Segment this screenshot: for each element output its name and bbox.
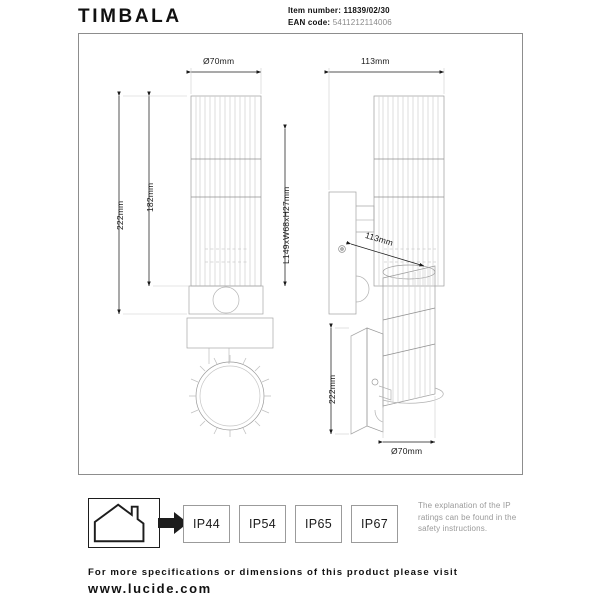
item-number-line [288,5,392,17]
front-view-width-dimension: Ø70mm [203,56,235,66]
item-number-value: 11839/02/30 [343,6,390,15]
ean-code-line [288,17,392,29]
footer-url[interactable]: www.lucide.com [88,581,212,596]
side-view-depth-dimension: 113mm [361,56,390,66]
ean-code-label: EAN code: [288,17,331,27]
technical-drawing-frame [78,33,523,475]
iso-view-height-dimension: 222mm [327,374,337,404]
ip-rating-ip67[interactable]: IP67 [351,505,398,543]
ip-rating-ip44[interactable]: IP44 [183,505,230,543]
ip-explanation-note: The explanation of the IP ratings can be found in the safety instructions. [418,501,517,533]
footer-text: For more specifications or dimensions of this product please visit [88,567,458,578]
front-view-body-height-dimension: 182mm [145,182,155,212]
ean-code-value: 5411212114006 [332,17,392,27]
iso-view-depth-dimension: 113mm [364,230,395,248]
house-icon [88,498,160,548]
technical-drawings-canvas [79,34,522,474]
house-glyph [89,499,159,547]
brand-title: TIMBALA [78,6,182,27]
ip-rating-ip54[interactable]: IP54 [239,505,286,543]
item-number-label: Item number: [288,6,342,15]
iso-view-diameter-dimension: Ø70mm [391,446,423,456]
ip-rating-ip65[interactable]: IP65 [295,505,342,543]
front-view-total-height-dimension: 222mm [115,200,125,230]
packaging-dimensions: L149xW68xH27mm [281,186,291,264]
product-codes [288,5,392,28]
